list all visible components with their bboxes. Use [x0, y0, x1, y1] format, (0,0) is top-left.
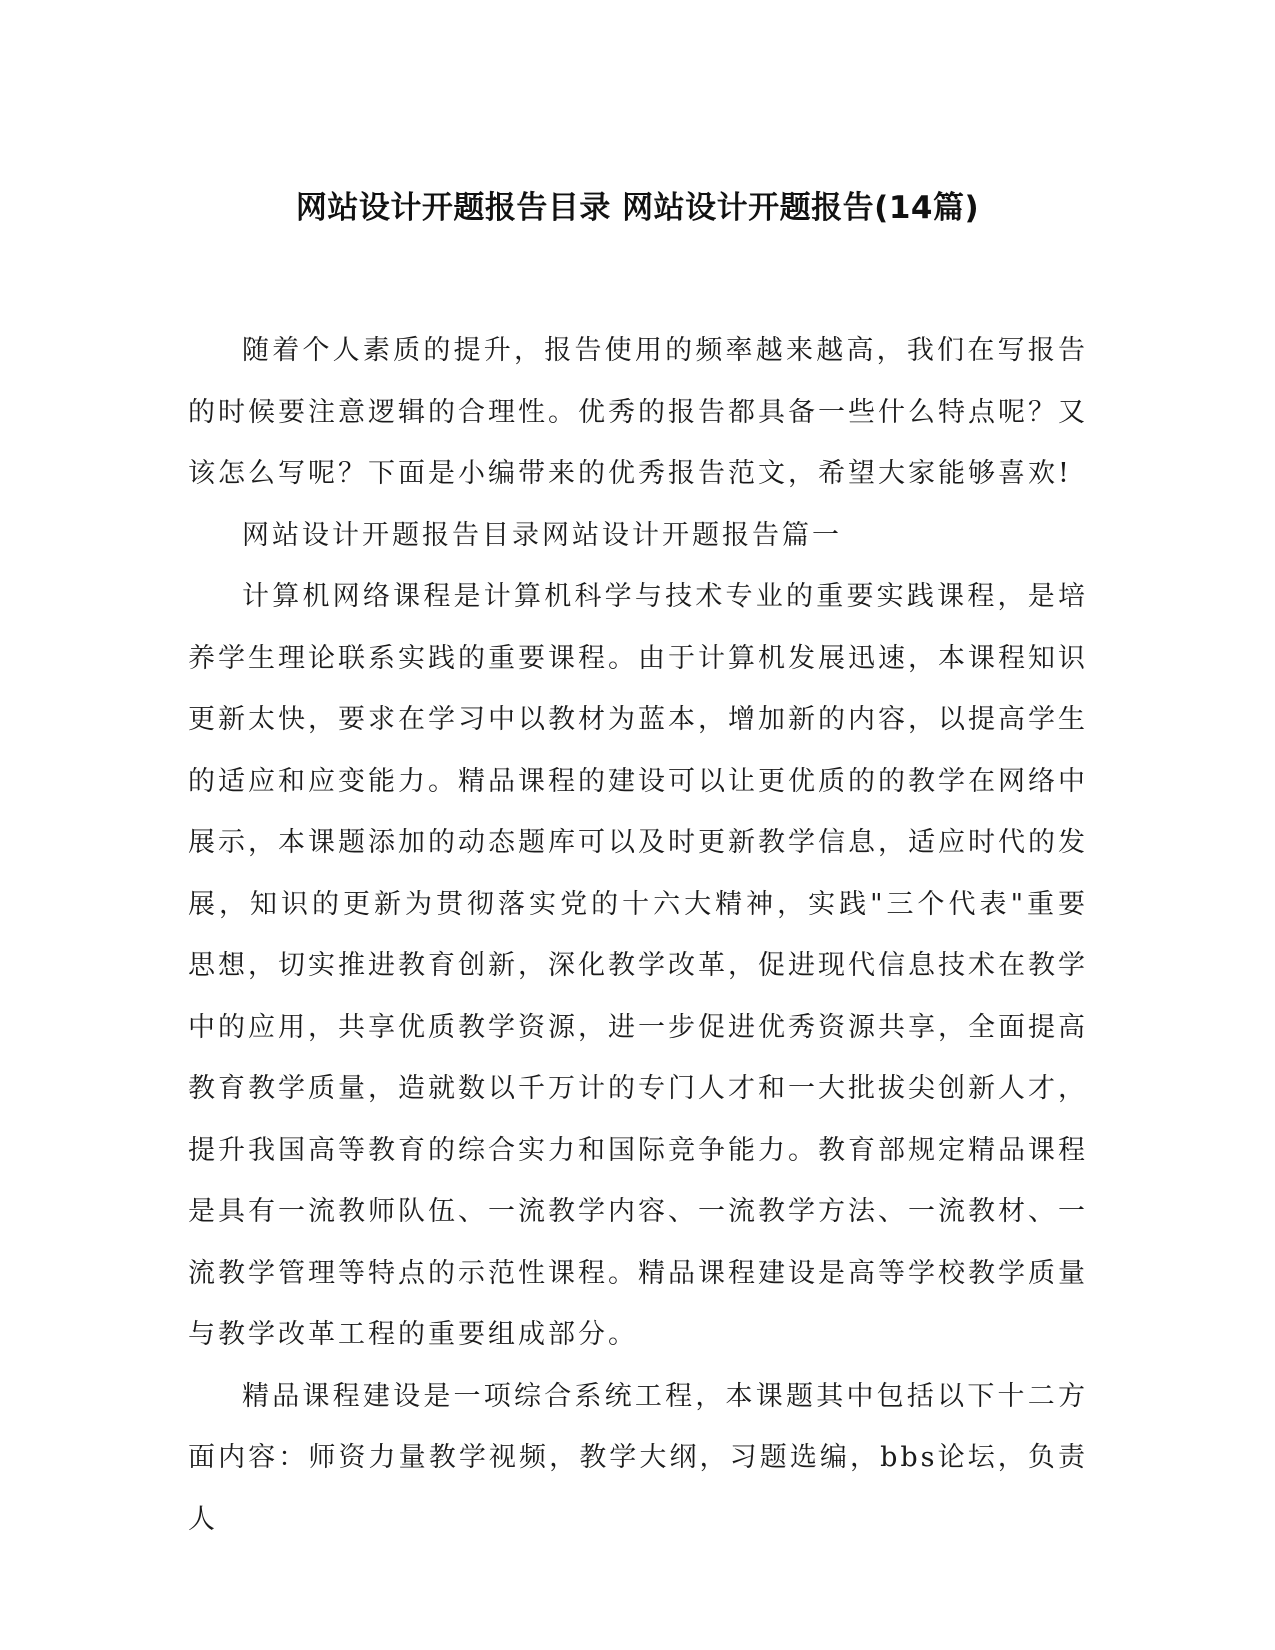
- section-heading: 网站设计开题报告目录网站设计开题报告篇一: [242, 519, 842, 551]
- body-paragraph: 精品课程建设是一项综合系统工程，本课题其中包括以下十二方面内容：师资力量教学视频，教学大纲，习题选编，bbs论坛，负责人: [188, 1380, 1088, 1535]
- document-title: 网站设计开题报告目录 网站设计开题报告(14篇): [295, 190, 980, 226]
- body-paragraph: 计算机网络课程是计算机科学与技术专业的重要实践课程，是培养学生理论联系实践的重要课程。由于计算机发展迅速，本课程知识更新太快，要求在学习中以教材为蓝本，增加新的内容，以提高学生的适应和应变能力。精品课程的建设可以让更优质的的教学在网络中展示，本课题添加的动态题库可以及时更新教学信息，适应时代的发展，知识的更新为贯彻落实党的十六大精神，实践"三个代表"重要思想，切实推进教育创新，深化教学改革，促进现代信息技术在教学中的应用，共享优质教学资源，进一步促进优秀资源共享，全面提高教育教学质量，造就数以千万计的专门人才和一大批拔尖创新人才，提升我国高等教育的综合实力和国际竞争能力。教育部规定精品课程是具有一流教师队伍、一流教学内容、一流教学方法、一流教材、一流教学管理等特点的示范性课程。精品课程建设是高等学校教学质量与教学改革工程的重要组成部分。: [188, 581, 1088, 1350]
- intro-paragraph: 随着个人素质的提升，报告使用的频率越来越高，我们在写报告的时候要注意逻辑的合理性。优秀的报告都具备一些什么特点呢？又该怎么写呢？下面是小编带来的优秀报告范文，希望大家能够喜欢!: [188, 335, 1088, 489]
- document-body: [188, 320, 1088, 1550]
